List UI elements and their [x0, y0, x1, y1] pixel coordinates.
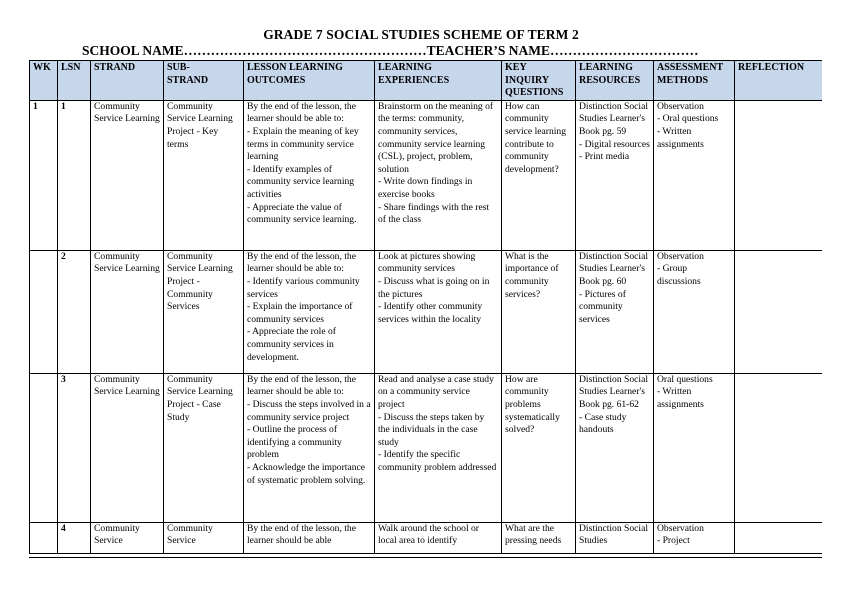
- cell-strand: Community Service Learning: [91, 250, 164, 373]
- header-resources: LEARNING RESOURCES: [576, 61, 654, 101]
- cell-resources: Distinction Social Studies Learner's Book pg. 59 - Digital resources - Print media: [576, 100, 654, 250]
- cell-experiences: Read and analyse a case study on a community service project - Discuss the steps taken by the individuals in the case study - Identify the specific community problem addressed: [375, 373, 502, 522]
- cell-resources: Distinction Social Studies Learner's Book pg. 60 - Pictures of community services: [576, 250, 654, 373]
- header-strand: STRAND: [91, 61, 164, 101]
- cell-wk: [30, 250, 58, 373]
- header-reflection: REFLECTION: [735, 61, 823, 101]
- cell-questions: How can community service learning contribute to community development?: [502, 100, 576, 250]
- cell-outcomes: By the end of the lesson, the learner should be able to: - Explain the meaning of key terms in community service learning - Identify examples of community service learning activities - Appreciate the value of community service learning.: [244, 100, 375, 250]
- cell-sub-strand: Community Service: [164, 522, 244, 553]
- scheme-table: [29, 60, 822, 554]
- header-questions: KEY INQUIRY QUESTIONS: [502, 61, 576, 101]
- cell-sub-strand: Community Service Learning Project - Case Study: [164, 373, 244, 522]
- cell-strand: Community Service: [91, 522, 164, 553]
- cell-experiences: Look at pictures showing community services - Discuss what is going on in the pictures - Identify other community services within the locality: [375, 250, 502, 373]
- cell-resources: Distinction Social Studies Learner's Book pg. 61-62 - Case study handouts: [576, 373, 654, 522]
- cell-reflection: [735, 373, 823, 522]
- document-title: GRADE 7 SOCIAL STUDIES SCHEME OF TERM 2: [263, 27, 579, 42]
- header-wk: WK: [30, 61, 58, 101]
- cell-strand: Community Service Learning: [91, 100, 164, 250]
- cell-outcomes: By the end of the lesson, the learner should be able to: - Discuss the steps involved in a community service project - Outline the process of identifying a community problem - Acknowledge the importance of systematic problem solving.: [244, 373, 375, 522]
- cell-wk: [30, 373, 58, 522]
- cell-lsn: 3: [58, 373, 91, 522]
- table-row: [30, 373, 823, 522]
- cell-wk: 1: [30, 100, 58, 250]
- cell-assessment: Observation - Group discussions: [654, 250, 735, 373]
- cell-resources: Distinction Social Studies: [576, 522, 654, 553]
- cell-lsn: 4: [58, 522, 91, 553]
- header-sub-strand: SUB- STRAND: [164, 61, 244, 101]
- header-outcomes: LESSON LEARNING OUTCOMES: [244, 61, 375, 101]
- cell-sub-strand: Community Service Learning Project - Community Services: [164, 250, 244, 373]
- cell-questions: What are the pressing needs: [502, 522, 576, 553]
- scheme-table-container: [29, 60, 822, 558]
- cell-assessment: Observation - Project: [654, 522, 735, 553]
- table-row: [30, 522, 823, 553]
- cell-outcomes: By the end of the lesson, the learner should be able: [244, 522, 375, 553]
- cell-reflection: [735, 100, 823, 250]
- cell-experiences: Brainstorm on the meaning of the terms: community, community services, community service learning (CSL), project, problem, solution - Write down findings in exercise books - Share findings with the rest of the class: [375, 100, 502, 250]
- header-experiences: LEARNING EXPERIENCES: [375, 61, 502, 101]
- table-row: [30, 250, 823, 373]
- cell-wk: [30, 522, 58, 553]
- cell-questions: What is the importance of community services?: [502, 250, 576, 373]
- table-row: [30, 100, 823, 250]
- cell-questions: How are community problems systematically solved?: [502, 373, 576, 522]
- cell-sub-strand: Community Service Learning Project - Key terms: [164, 100, 244, 250]
- cell-lsn: 2: [58, 250, 91, 373]
- cell-strand: Community Service Learning: [91, 373, 164, 522]
- header-lsn: LSN: [58, 61, 91, 101]
- document-subtitle: SCHOOL NAME………………………………………………TEACHER’S NAME……………………………: [82, 43, 699, 58]
- cell-assessment: Oral questions - Written assignments: [654, 373, 735, 522]
- cell-experiences: Walk around the school or local area to identify: [375, 522, 502, 553]
- cell-outcomes: By the end of the lesson, the learner should be able to: - Identify various community services - Explain the importance of community services - Appreciate the role of community services in development.: [244, 250, 375, 373]
- cell-reflection: [735, 522, 823, 553]
- cell-lsn: 1: [58, 100, 91, 250]
- cell-reflection: [735, 250, 823, 373]
- cell-assessment: Observation - Oral questions - Written assignments: [654, 100, 735, 250]
- header-assessment: ASSESSMENT METHODS: [654, 61, 735, 101]
- header-row: [30, 61, 823, 101]
